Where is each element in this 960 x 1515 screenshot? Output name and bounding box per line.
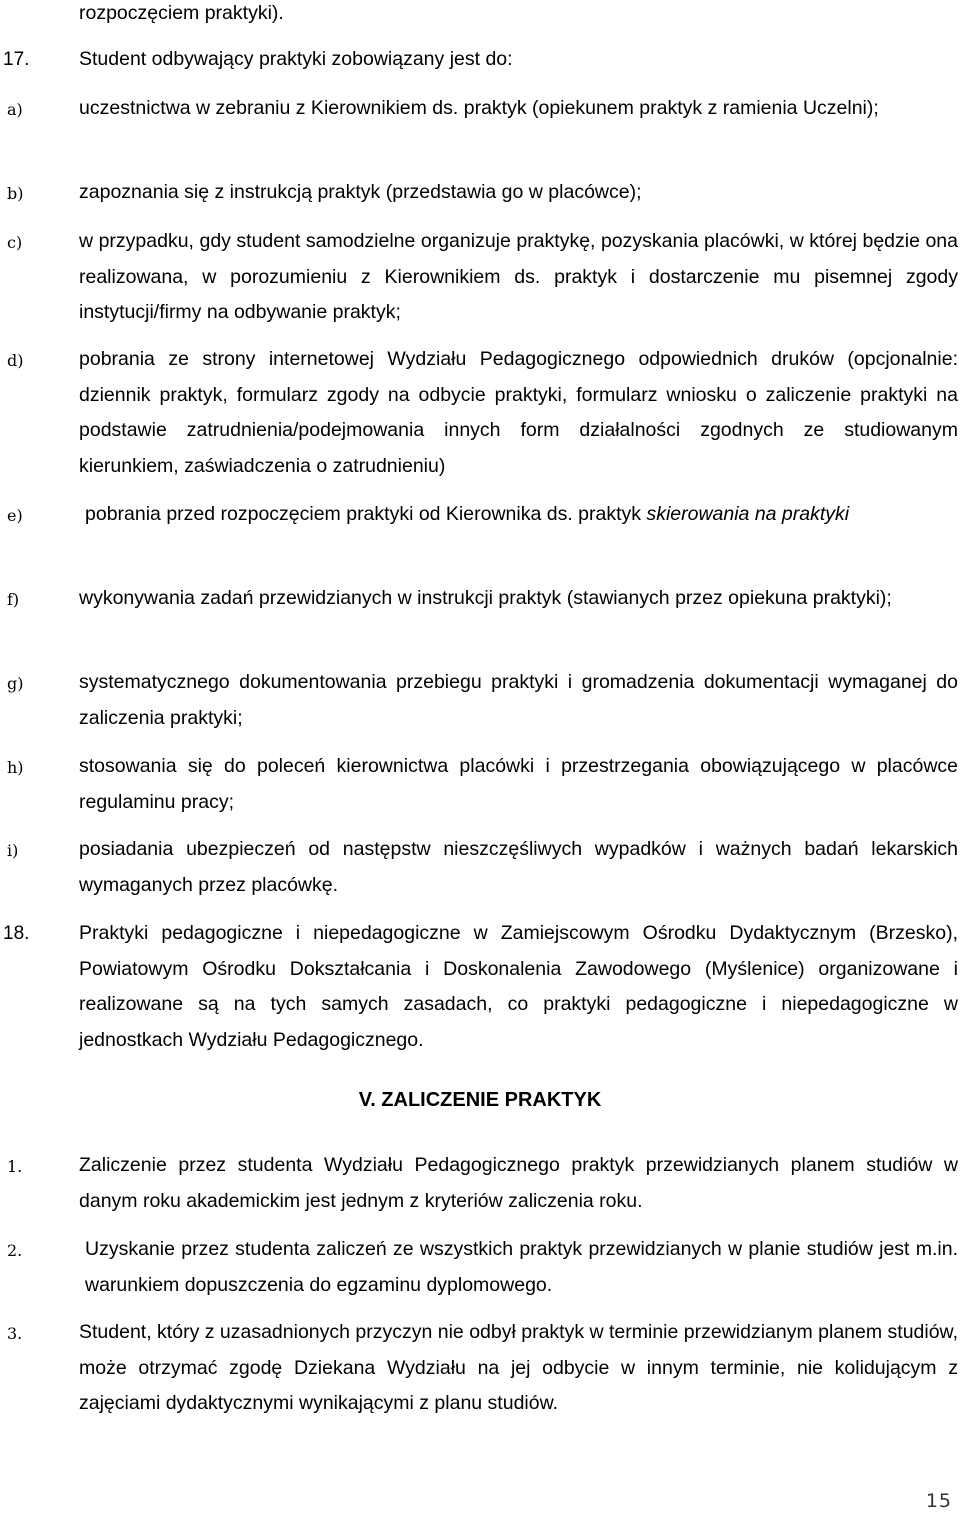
sub-item-text: pobrania ze strony internetowej Wydziału Pedagogicznego odpowiednich druków (opcjonalnie: dziennik praktyk, formularz zgody na odbycie praktyki, formularz wniosku o zaliczenie praktyki na podstawie zatrudnienia/podejmowania innych form działalności zgodnych ze studiowanym kierunkiem, zaświadczenia o zatrudnieniu): [79, 348, 958, 477]
item-text: Student odbywający praktyki zobowiązany jest do:: [79, 48, 513, 70]
item-number: 1.: [7, 1157, 23, 1176]
item-number: 18.: [3, 923, 30, 944]
sub-item-label: b): [7, 184, 24, 203]
sub-item-text: posiadania ubezpieczeń od następstw nieszczęśliwych wypadków i ważnych badań lekarskich wymaganych przez placówkę.: [79, 838, 958, 896]
item-text: Praktyki pedagogiczne i niepedagogiczne w Zamiejscowym Ośrodku Dydaktycznym (Brzesko), Powiatowym Ośrodku Dokształcania i Doskonalenia Zawodowego (Myślenice) organizowane i realizowane są na tych samych zasadach, co praktyki pedagogiczne i niepedagogiczne w jednostkach Wydziału Pedagogicznego.: [79, 922, 958, 1051]
item-text: Uzyskanie przez studenta zaliczeń ze wszystkich praktyk przewidzianych w planie studiów jest m.in. warunkiem dopuszczenia do egzaminu dyplomowego.: [85, 1238, 958, 1296]
italic-phrase: skierowania na praktyki: [646, 503, 850, 525]
sub-item-text: systematycznego dokumentowania przebiegu praktyki i gromadzenia dokumentacji wymaganej do zaliczenia praktyki;: [79, 671, 958, 729]
section-heading: V. ZALICZENIE PRAKTYK: [358, 1089, 602, 1111]
item-text: Student, który z uzasadnionych przyczyn nie odbył praktyk w terminie przewidzianym planem studiów, może otrzymać zgodę Dziekana Wydziału na jej odbycie w innym terminie, nie kolidującym z zajęciami dydaktycznymi wynikającymi z planu studiów.: [79, 1321, 958, 1414]
sub-item-label: a): [7, 100, 23, 119]
item-number: 3.: [7, 1324, 23, 1343]
sub-item-label: h): [7, 758, 24, 777]
sub-item-text: pobrania przed rozpoczęciem praktyki od Kierownika ds. praktyk skierowania na praktyki: [85, 503, 850, 525]
sub-item-text: zapoznania się z instrukcją praktyk (przedstawia go w placówce);: [79, 181, 642, 203]
sub-item-label: d): [7, 351, 24, 370]
sub-item-label: e): [7, 506, 23, 525]
sub-item-label: g): [7, 674, 24, 693]
sub-item-label: c): [7, 233, 23, 252]
page-number: 15: [925, 1490, 952, 1512]
item-text: Zaliczenie przez studenta Wydziału Pedagogicznego praktyk przewidzianych planem studiów w danym roku akademickim jest jednym z kryteriów zaliczenia roku.: [79, 1154, 958, 1212]
sub-item-label: f): [7, 590, 20, 609]
paragraph-text: rozpoczęciem praktyki).: [79, 2, 284, 24]
sub-item-text: stosowania się do poleceń kierownictwa placówki i przestrzegania obowiązującego w placówce regulaminu pracy;: [79, 755, 958, 813]
item-number: 2.: [7, 1241, 23, 1260]
sub-item-label: i): [7, 841, 19, 860]
sub-item-text: uczestnictwa w zebraniu z Kierownikiem ds. praktyk (opiekunem praktyk z ramienia Uczelni);: [79, 97, 879, 119]
item-number: 17.: [3, 49, 30, 70]
sub-item-text: wykonywania zadań przewidzianych w instrukcji praktyk (stawianych przez opiekuna praktyki);: [79, 587, 892, 609]
sub-item-text: w przypadku, gdy student samodzielne organizuje praktykę, pozyskania placówki, w której będzie ona realizowana, w porozumieniu z Kierownikiem ds. praktyk i dostarczenie mu pisemnej zgody instytucji/firmy na odbywanie praktyk;: [79, 230, 958, 323]
